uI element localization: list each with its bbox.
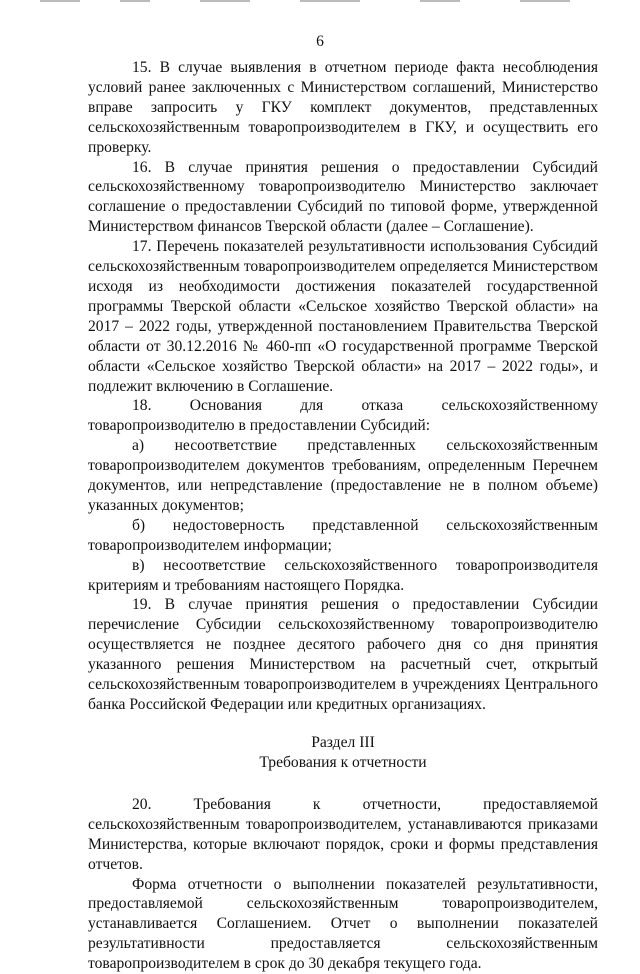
paragraph-18-item-b: б) недостоверность представленной сельскохозяйственным товаропроизводителем информации; <box>88 516 598 554</box>
paragraph-18: 18. Основания для отказа сельскохозяйственному товаропроизводителю в предоставлении Субсидий: <box>88 397 598 435</box>
paragraph-18-item-c: в) несоответствие сельскохозяйственного товаропроизводителя критериям и требованиям настоящего Порядка. <box>88 556 598 594</box>
section-title: Требования к отчетности <box>259 753 427 771</box>
paragraph-19: 19. В случае принятия решения о предоставлении Субсидии перечисление Субсидии сельскохозяйственному товаропроизводителю осуществляется не позднее десятого рабочего дня со дня принятия указанного решения Министерством на расчетный счет, открытый сельскохозяйственным товаропроизводителем в учреждениях Центрального банка Российской Федерации или кредитных организациях. <box>88 596 598 713</box>
page-number: 6 <box>316 33 324 50</box>
paragraph-report-form: Форма отчетности о выполнении показателей результативности, предоставляемой сельскохозяйственным товаропроизводителем, устанавливается Соглашением. Отчет о выполнении показателей результативности предоставляется сельскохозяйственным товаропроизводителем в срок до 30 декабря текущего года. <box>88 875 598 973</box>
section-number: Раздел III <box>311 733 375 751</box>
paragraph-20: 20. Требования к отчетности, предоставляемой сельскохозяйственным товаропроизводителем, устанавливаются приказами Министерства, которые включают порядок, сроки и формы представления отчетов. <box>88 795 598 873</box>
document-body <box>88 58 598 974</box>
paragraph-18-item-a: а) несоответствие представленных сельскохозяйственным товаропроизводителем документов требованиям, определенным Перечнем документов, или непредставление (предоставление не в полном объеме) указанных документов; <box>88 437 598 514</box>
paragraph-17: 17. Перечень показателей результативности использования Субсидий сельскохозяйственным товаропроизводителем определяется Министерством исходя из необходимости достижения показателей государственной программы Тверской области «Сельское хозяйство Тверской области» на 2017 – 2022 годы, утвержденной постановлением Правительства Тверской области от 30.12.2016 № 460-пп «О государственной программе Тверской области «Сельское хозяйство Тверской области» на 2017 – 2022 годы», и подлежит включению в Соглашение. <box>88 238 598 395</box>
scan-top-edge-marks <box>0 0 640 4</box>
paragraph-16: 16. В случае принятия решения о предоставлении Субсидий сельскохозяйственному товаропроизводителю Министерство заключает соглашение о предоставлении Субсидий по типовой форме, утвержденной Министерством финансов Тверской области (далее – Соглашение). <box>88 158 598 236</box>
paragraph-15: 15. В случае выявления в отчетном периоде факта несоблюдения условий ранее заключенных с Министерством соглашений, Министерство вправе запросить у ГКУ комплект документов, представленных сельскохозяйственным товаропроизводителем в ГКУ, и осуществить его проверку. <box>88 59 598 156</box>
